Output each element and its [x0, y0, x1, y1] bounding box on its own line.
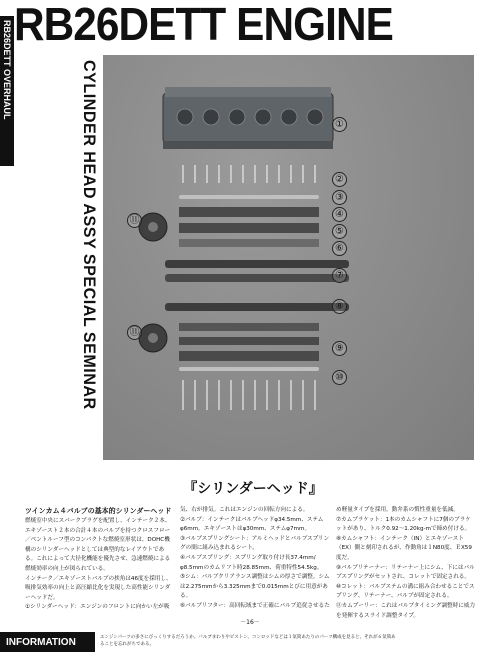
article-paragraph: ③バルブスプリングシート：アルミヘッドとバルブスプリングの間に組み込まれるシート。	[180, 535, 330, 552]
article-paragraph: め軽量タイプを採用。動弁系の慣性重量を低減。	[336, 507, 459, 513]
callout-11-upper: ⑪	[127, 213, 142, 228]
article-paragraph: ④バルブスプリング：スプリング取り付け長37.4mm/φ8.5mmのカムリフト時28.85mm、荷重特性54.5kg。	[180, 554, 323, 571]
lower-parts-rows	[179, 323, 319, 371]
spring-rows	[179, 195, 319, 247]
article-column-2	[180, 506, 330, 612]
lower-valves-row	[183, 380, 315, 410]
article-subhead: ツインカム４バルブの基本的シリンダーヘッド	[25, 507, 172, 515]
seminar-title-text: CYLINDER HEAD ASSY SPECIAL SEMINAR	[80, 60, 99, 410]
callout-11-lower: ⑪	[127, 325, 142, 340]
article-paragraph: 気、右が排気。これはエンジンの回転方向による。	[180, 507, 309, 513]
callout-1: ①	[332, 117, 347, 132]
camshaft-shapes	[165, 260, 349, 311]
article-paragraph: ⑨バルブリテーナー：リテーナー上にシム、下にはバルブスプリングがセットされ、コレットで固定される。	[336, 564, 475, 581]
article-paragraph: ②バルブ：インテークはバルブヘッドφ34.5mm、ステムφ6mm。エキゾーストはφ30mm、ステムφ7mm。	[180, 516, 324, 533]
article-paragraph: ⑧カムシャフト：インテーク（IN）とエキゾースト（EX）側と刻印されるが、作動角は１N80度、ＥX59度だ。	[336, 535, 472, 561]
cam-pulley-shapes	[139, 213, 167, 352]
article-paragraph: 燃焼室中央にスパークプラグを配置し、インテーク２本、エキゾースト２本の合計４本のバルブを持つクロスフロー／ペントルーフ型のコンパクトな燃焼室形状は、DOHC機構のシリンダーヘッドとしては典型的なレイアウトである。これによって大径化機能を優先させ、急速燃焼による燃焼効率の向上が図られている。	[25, 518, 171, 572]
parts-photo	[103, 55, 474, 460]
article-column-1	[25, 506, 175, 613]
valves-row	[183, 165, 315, 183]
callout-3: ③	[332, 190, 347, 205]
article-paragraph: ⑦カムブラケット：1本のカムシャフトに7個のブラケットがあり、トルク0.92〜1.20kg-mで締め付ける。	[336, 516, 471, 533]
article-paragraph: ⑥バルブリフター：高回転域まで正確にバルブ追従させるた	[180, 602, 330, 609]
side-section-label	[0, 16, 14, 166]
article-paragraph: ⑪カムプーリー：これはバルブタイミング調整時に威力を発揮するスライド調整タイプ。	[336, 602, 476, 619]
article-paragraph: ⑩コレット：バルブステムの溝に組み合わせることでスプリング、リテーナー、バルブが固定される。	[336, 583, 475, 600]
page-title: RB26DETT ENGINE	[14, 0, 393, 50]
side-section-text: RB26DETT OVERHAUL	[2, 20, 12, 120]
page-number: －16－	[240, 619, 260, 626]
footer-note: エンジンパーツの多さにびっくりするだろうか。バルブまわりやピストン、コンロッドなどは１気筒あたりのパーツ構成を見ると、それが６気筒あることを忘れがちである。	[100, 635, 396, 647]
callout-8: ⑧	[332, 299, 347, 314]
article-paragraph: ⑤シム：バルブクリアランス調整はシムの厚さで調整。シムは2.275mmから3.325mmまで0.015mmとびに用意がある。	[180, 574, 330, 600]
callout-6: ⑥	[332, 241, 347, 256]
callout-4: ④	[332, 207, 347, 222]
callout-2: ②	[332, 172, 347, 187]
callout-5: ⑤	[332, 224, 347, 239]
article-paragraph: ①シリンダーヘッド：エンジンのフロントに向かい左が吸	[25, 604, 170, 611]
callout-9: ⑨	[332, 341, 347, 356]
article-column-3	[336, 506, 476, 621]
callout-7: ⑦	[332, 268, 347, 283]
callout-10: ⑩	[332, 370, 347, 385]
footer-info-label: INFORMATION	[6, 637, 76, 648]
article-paragraph: インテーク／エキゾーストバルブの挟角は46度を採用し、吸排気効率の向上と高圧縮比化を実現した高性能シリンダーヘッドだ。	[25, 575, 172, 601]
cylinder-head-shape	[163, 87, 333, 149]
seminar-title	[79, 60, 101, 460]
footer-info-bar	[0, 632, 95, 652]
parts-illustration	[103, 55, 474, 460]
photo-caption: 『シリンダーヘッド』	[183, 481, 323, 497]
